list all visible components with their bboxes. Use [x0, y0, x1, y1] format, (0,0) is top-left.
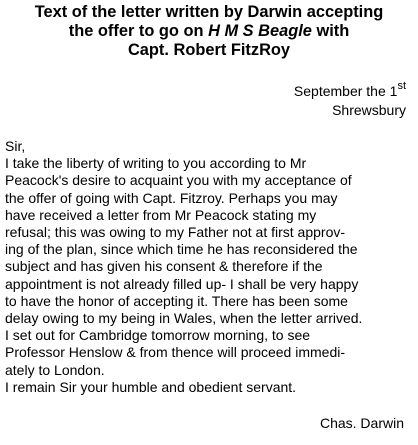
letter-line: subject and has given his consent & therefore if the — [5, 258, 323, 275]
letter-line: appointment is not already filled up- I shall be very happy — [5, 275, 359, 292]
letter-line: I remain Sir your humble and obedient servant. — [5, 378, 297, 395]
letter-line: I take the liberty of writing to you according to Mr — [5, 155, 307, 172]
letter-line: Peacock's desire to acquaint you with my acceptance of — [5, 172, 352, 189]
letter-line: Sir, — [5, 138, 26, 154]
letter-line: delay owing to my being in Wales, when the letter arrived. — [5, 310, 363, 327]
letter-line: ing of the plan, since which time he has reconsidered the — [5, 241, 358, 258]
dateline — [294, 82, 406, 120]
heading-line-2-end: with — [311, 22, 350, 40]
letter-date-text: September the 1 — [293, 83, 398, 99]
heading-line-2 — [0, 22, 418, 41]
signature: Chas. Darwin — [319, 415, 404, 431]
heading-line-2-start: the offer to go on — [68, 22, 209, 40]
letter-line: refusal; this was owing to my Father not at first approv- — [5, 224, 346, 241]
letter-line: Professor Henslow & from thence will proceed immedi- — [5, 344, 346, 361]
date-suffix: st — [397, 80, 406, 93]
letter-line: I set out for Cambridge tomorrow morning, to see — [5, 327, 311, 344]
letter-date — [294, 82, 406, 101]
letter-line: the offer of going with Capt. Fitzroy. Perhaps you may — [5, 189, 338, 206]
ship-name: H M S Beagle — [208, 22, 312, 40]
letter-line: ately to London. — [5, 361, 105, 378]
letter-body — [5, 138, 415, 396]
heading-line-1: Text of the letter written by Darwin accepting — [34, 3, 384, 21]
letter-line: have received a letter from Mr Peacock stating my — [5, 206, 317, 223]
letter-place: Shrewsbury — [332, 102, 406, 118]
letter-heading — [0, 3, 418, 60]
letter-line: to have the honor of accepting it. There has been some — [5, 292, 348, 309]
heading-line-3: Capt. Robert FitzRoy — [127, 41, 291, 59]
